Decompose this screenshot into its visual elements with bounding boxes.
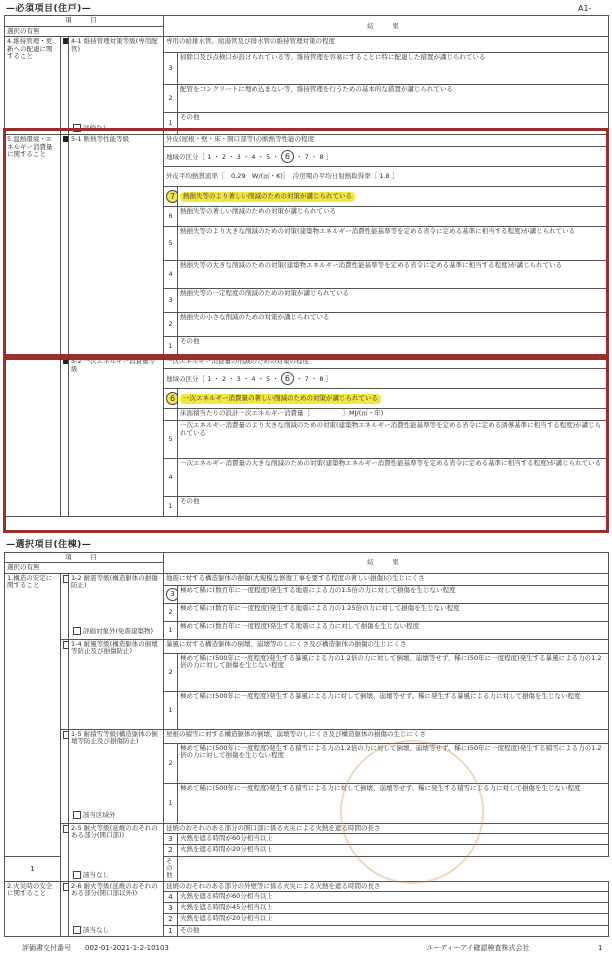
- maint-item-title: 4-1 維持管理対策等級(専用配管): [71, 37, 158, 53]
- required-section-title: —必須項目(住戸)—: [6, 4, 92, 14]
- maint-category: 4.維持管理・更新への配慮に関すること: [5, 37, 61, 135]
- energy-selected-text: 一次エネルギー消費量の著しい削減のための対策が講じられている: [180, 394, 381, 403]
- struct-grade: 1: [164, 691, 178, 729]
- heat-selected-text: 熱損失等のより著しい削減のための対策が講じられている: [180, 192, 355, 201]
- header-result: 結 果: [164, 16, 609, 37]
- region-options-tail: ・ 7 ・ 8: [296, 375, 324, 384]
- energy-highlight-frame: [3, 357, 609, 533]
- struct-grade-text: 極めて稀に(数百年に一度程度)発生する地震による力の1.25倍の力に対して損傷を生じない程度: [178, 603, 609, 621]
- heat-grade: 3: [164, 289, 178, 313]
- fire-grade-text: 火熱を遮る時間が20分相当以上: [178, 914, 609, 925]
- bei-label: 床面積当たりの設計一次エネルギー消費量: [180, 409, 304, 418]
- struct-grade: 1: [164, 783, 178, 823]
- eta-value: 1.8: [379, 172, 390, 181]
- heat-category: 5.温熱環境・エネルギー消費量に関すること: [5, 135, 61, 357]
- fire-grade: 2: [164, 845, 178, 856]
- footer-company: ユーディーアイ確認検査株式会社: [426, 944, 530, 952]
- checkbox: [73, 811, 81, 819]
- bei-unit: MJ/(㎡・年): [349, 409, 384, 418]
- struct-item-title: 1-4 耐風等級(構造躯体の倒壊等防止及び損傷防止): [69, 639, 164, 729]
- struct-head: 屋根の積雪に対する構造躯体の倒壊、崩壊等のしにくさ及び構造躯体の損傷の生じにくさ: [164, 729, 609, 743]
- maint-grade-text: 掃除口及び点検口が設けられている等、維持管理を容易にすることに特に配慮した措置が講じられている: [178, 53, 609, 85]
- struct-grade-text: 極めて稀に(数百年に一度程度)発生する地震による力の1.5倍の力に対して損傷を生じない程度: [178, 585, 609, 603]
- struct-grade-text: 極めて稀に(500年に一度程度)発生する暴風による力に対して倒壊、崩壊等せず、稀に発生する暴風による力に対して損傷を生じない程度: [178, 691, 609, 729]
- fire-grade: 3: [164, 903, 178, 914]
- header-item: 項 目: [5, 16, 164, 27]
- optional-table: [4, 552, 609, 937]
- fire-head: 延焼のおそれのある部分の外壁等に係る火災による火熱を遮る時間の長さ: [164, 881, 609, 891]
- energy-grade-text: 一次エネルギー消費量の大きな削減のための対策(建築物エネルギー消費性能基準等を定める省令に定める基準に相当する程度)が講じられている: [178, 459, 609, 497]
- struct-category: 1.構造の安定に関すること: [5, 573, 61, 856]
- energy-grade-text: 一次エネルギー消費量のより大きな削減のための対策(建築物エネルギー消費性能基準等を定める省令に定める誘導基準に相当する程度)が講じられている: [178, 421, 609, 459]
- ua-value: 0.29: [231, 172, 246, 181]
- energy-grade: 4: [164, 459, 178, 497]
- fire-item-note: 該当なし: [83, 926, 109, 935]
- footer-number: 評価書交付番号 002-01-2021-1-2-10103: [22, 944, 169, 952]
- fire-grade: 4: [164, 892, 178, 903]
- heat-grade: 2: [164, 313, 178, 337]
- heat-grade: 1: [164, 337, 178, 357]
- checkbox: [73, 627, 81, 635]
- region-label: 地域の区分: [166, 153, 199, 162]
- maint-head: 専用の給排水管、給湯管及び排水管の維持管理対策の程度: [164, 37, 609, 53]
- checkbox: [63, 641, 69, 649]
- struct-item-title: 1-5 耐積雪等級(構造躯体の倒壊等防止及び損傷防止): [71, 729, 158, 746]
- heat-highlight-frame: [3, 128, 609, 357]
- struct-grade: 2: [164, 603, 178, 621]
- fire-grade: 2: [164, 914, 178, 925]
- ua-label: 外皮平均熱貫流率: [166, 172, 219, 181]
- heat-item-title: 5-1 断熱等性能等級: [69, 135, 164, 357]
- energy-grade: 5: [164, 421, 178, 459]
- energy-selected-grade: 6: [166, 392, 178, 405]
- region-selected: 6: [281, 150, 294, 163]
- fire-item-title: 2-6 耐火等級(延焼のおそれのある部分(開口部以外)): [71, 881, 158, 898]
- struct-grade: 1: [164, 621, 178, 639]
- energy-grade: 1: [164, 497, 178, 517]
- fire-grade: 1: [5, 856, 61, 881]
- region-options: 1 ・ 2 ・ 3 ・ 4 ・ 5 ・: [207, 153, 279, 162]
- ua-unit: W/(㎡・K): [252, 172, 283, 181]
- heat-grade-text: 熱損失等のより大きな削減のための対策(建築物エネルギー消費性能基準等を定める省令に定める基準に相当する程度)が講じられている: [178, 227, 609, 261]
- heat-head: 外皮(屋根・壁・床・開口部等)の断熱等性能の程度: [164, 135, 609, 147]
- struct-grade: 2: [164, 743, 178, 783]
- fire-grade-text: その他: [178, 925, 609, 936]
- struct-grade-text: 極めて稀に(500年に一度程度)発生する積雪による力に対して倒壊、崩壊等せず、稀に発生する積雪による力に対して損傷を生じない程度: [178, 783, 609, 823]
- struct-grade-text: 極めて稀に(500年に一度程度)発生する積雪による力の1.2倍の力に対して倒壊、崩壊等せず、稀に(50年に一度程度)発生する積雪による力の1.2倍の力に対して損傷を生じない程度: [178, 743, 609, 783]
- struct-item-note: 該当区域外: [83, 811, 116, 820]
- struct-item-note: 評価対象外(免震建築物): [83, 627, 154, 636]
- fire-category: 2.火災時の安全に関すること: [5, 881, 61, 936]
- maint-grade: 3: [164, 53, 178, 85]
- region-options: 1 ・ 2 ・ 3 ・ 4 ・ 5 ・: [207, 375, 279, 384]
- heat-grade-text: 熱損失等の大きな削減のための対策(建築物エネルギー消費性能基準等を定める省令に定める基準に相当する程度)が講じられている: [178, 261, 609, 289]
- heat-grade: 6: [164, 207, 178, 227]
- required-table: 項 目 結 果 選択の有無 4.維持管理・更新への配慮に関すること 4-1 維持管理対策等級(専用配管) 評価なし 専用の給排水管、給湯管及び排水管の維持管理対策の程度 3 掃除口及び点検口が設けられている等、維持管理を容易にすることに特に配慮した措置が講じられている 2 配管をコンクリートに埋め込まない等、維持管理を行うための基本的な措置が講じられている 1 その他 5.温熱環境・エネルギー消費量に関すること 5-1 断熱等性能等級 外皮(屋根・壁・床・開口部等)の断熱等性能の程度 地域の区分［ 1 ・ 2 ・ 3 ・ 4 ・ 5 ・ 6 ・ 7 ・ 8 ］ 外皮平均熱貫流率［ 0.29 W/(㎡・K)］ 冷房期の平均日射熱取得率［ 1.8 ］ 7 熱損失等のより著しい削減のための対策が講じられている 6 熱損失等の著しい削減のための対策が講じられている 5 熱損失等のより大きな削減のための対策(建築物エネルギー消費性能基準等を定める省令に定める基準に相当する程度)が講じられている 4 熱損失等の大きな削減のための対策(建築物エネルギー消費性能基準等を定める省令に定める基準に相当する程度)が講じられている 3 熱損失等の一定程度の削減のための対策が講じられている 2 熱損失の小さな削減のための対策が講じられている 1 その他 5-2 一次エネルギー消費量等級 一次エネルギー消費量の削減のための対策の程度 地域の区分［ 1 ・ 2 ・ 3 ・ 4 ・ 5 ・ 6 ・ 7 ・ 8 ］ 6 一次エネルギー消費量の著しい削減のための対策が講じられている 床面積当たりの設計一次エネルギー消費量［ ］MJ/(㎡・年) 5 一次エネルギー消費量のより大きな削減のための対策(建築物エネルギー消費性能基準等を定める省令に定める誘導基準に相当する程度)が講じられている 4 一次エネルギー消費量の大きな削減のための対策(建築物エネルギー消費性能基準等を定める省令に定める基準に相当する程度)が講じられている 1 その他: [4, 15, 609, 517]
- heat-grade-text: その他: [178, 337, 609, 357]
- checkbox: [73, 926, 81, 934]
- region-label: 地域の区分: [166, 375, 199, 384]
- maint-evaluation: 評価なし: [83, 124, 109, 132]
- fire-grade-text: 火熱を遮る時間が20分相当以上: [178, 845, 609, 856]
- fire-grade-text: その他: [164, 856, 178, 881]
- maint-grade: 1: [164, 113, 178, 135]
- heat-grade: 5: [164, 227, 178, 261]
- heat-grade-text: 熱損失の小さな削減のための対策が講じられている: [178, 313, 609, 337]
- header-selected: 選択の有無: [5, 27, 164, 37]
- struct-grade-text: 極めて稀に(500年に一度程度)発生する暴風による力の1.2倍の力に対して倒壊、崩壊等せず、稀に(50年に一度程度)発生する暴風による力の1.2倍の力に対して損傷を生じない程度: [178, 653, 609, 691]
- fire-grade-text: 火熱を遮る時間が60分相当以上: [178, 834, 609, 845]
- optional-section-title: —選択項目(住棟)—: [6, 540, 92, 550]
- fire-grade-text: 火熱を遮る時間が60分相当以上: [178, 892, 609, 903]
- header-item: 項 目: [5, 553, 164, 563]
- maint-grade-text: その他: [178, 113, 609, 135]
- footer-page: 1: [598, 944, 603, 952]
- region-options-tail: ・ 7 ・ 8: [296, 153, 324, 162]
- energy-item-title: 5-2 一次エネルギー消費量等級: [69, 357, 164, 517]
- heat-grade-text: 熱損失等の著しい削減のための対策が講じられている: [178, 207, 609, 227]
- energy-grade-text: その他: [178, 497, 609, 517]
- struct-grade-text: 極めて稀に(数百年に一度程度)発生する地震による力に対して損傷を生じない程度: [178, 621, 609, 639]
- fire-grade: 3: [164, 834, 178, 845]
- struct-item-title: 1-2 耐震等級(構造躯体の損傷防止): [71, 573, 158, 590]
- fire-grade: 1: [164, 925, 178, 936]
- heat-selected-grade: 7: [166, 190, 178, 203]
- page-id: A1-: [578, 4, 592, 13]
- fire-item-title: 2-5 耐火等級(延焼のおそれのある部分(開口部)): [71, 823, 158, 840]
- region-selected: 6: [281, 372, 294, 385]
- struct-head: 地震に対する構造躯体の損傷(大規模な修復工事を要する程度の著しい損傷)の生じにくさ: [164, 573, 609, 585]
- maint-grade: 2: [164, 85, 178, 113]
- eta-label: 冷房期の平均日射熱取得率: [292, 172, 371, 181]
- struct-head: 暴風に対する構造躯体の倒壊、崩壊等のしにくさ及び構造躯体の損傷の生じにくさ: [164, 639, 609, 653]
- fire-item-note: 該当なし: [83, 871, 109, 880]
- header-selected: 選択の有無: [5, 563, 164, 573]
- struct-grade: 3: [166, 588, 178, 601]
- fire-head: 延焼のおそれのある部分の開口部に係る火災による火熱を遮る時間の長さ: [164, 823, 609, 833]
- heat-grade: 4: [164, 261, 178, 289]
- header-result: 結 果: [164, 553, 609, 574]
- heat-grade-text: 熱損失等の一定程度の削減のための対策が講じられている: [178, 289, 609, 313]
- energy-head: 一次エネルギー消費量の削減のための対策の程度: [164, 357, 609, 369]
- maint-grade-text: 配管をコンクリートに埋め込まない等、維持管理を行うための基本的な措置が講じられている: [178, 85, 609, 113]
- struct-grade: 2: [164, 653, 178, 691]
- checkbox: [73, 871, 81, 879]
- fire-grade-text: 火熱を遮る時間が45分相当以上: [178, 903, 609, 914]
